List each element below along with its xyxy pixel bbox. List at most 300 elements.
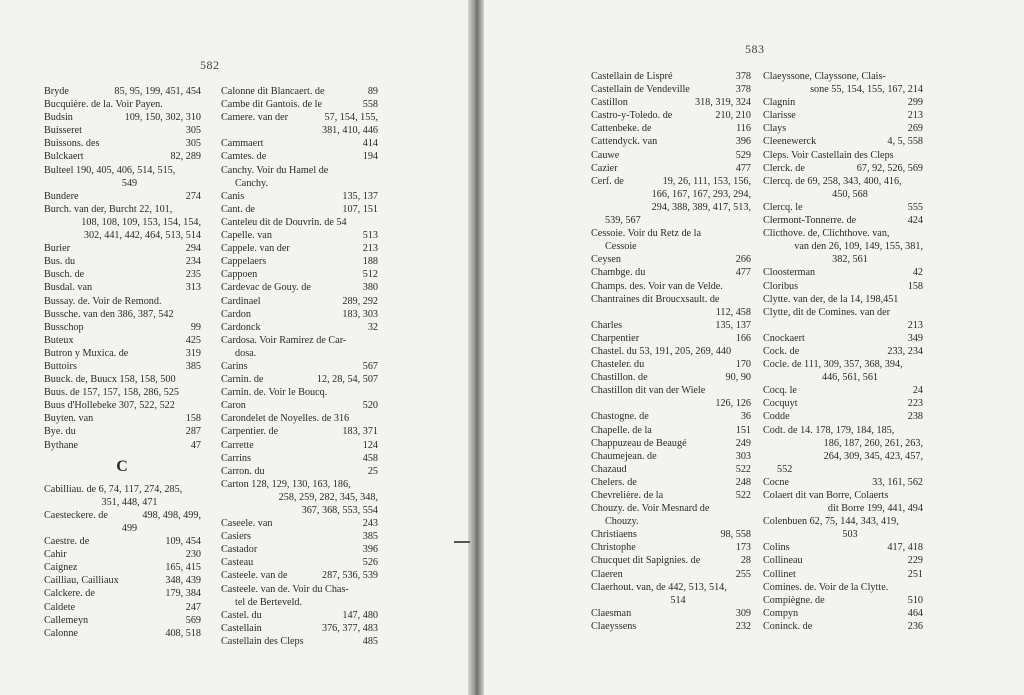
entry-continuation: 514 (670, 594, 686, 606)
entry-name: Carnin. de. Voir le Boucq. (221, 387, 328, 399)
entry-pages: 109, 454 (165, 536, 201, 548)
entry-pages: 526 (362, 557, 378, 569)
index-entry (221, 255, 378, 268)
entry-name: Castador (221, 544, 258, 556)
entry-name: Cappele. van der (221, 243, 290, 255)
page-number-right: 583 (745, 42, 765, 56)
entry-pages: 173 (735, 542, 751, 554)
entry-pages: 249 (735, 437, 751, 449)
entry-name: Buuck. de, Buucx 158, 158, 500 (44, 374, 176, 386)
entry-name: Buttoirs (44, 360, 77, 372)
entry-pages: 477 (735, 267, 751, 279)
index-column-1 (44, 85, 201, 640)
entry-name: Clercq. de 69, 258, 343, 400, 416, (763, 175, 902, 187)
index-entry (221, 137, 378, 150)
entry-pages: 567 (362, 360, 378, 372)
entry-name: Carondelet de Noyelles. de 316 (221, 413, 350, 425)
index-entry (591, 122, 751, 135)
entry-continuation: 126, 126 (715, 398, 751, 410)
entry-name: Cattenbeke. de (591, 123, 652, 135)
entry-pages: 99 (190, 321, 201, 333)
entry-name: Chevrelière. de la (591, 490, 664, 501)
entry-name: Collineau (763, 555, 803, 567)
entry-name: Carpentier. de (221, 426, 279, 438)
entry-name: Charles (591, 319, 623, 331)
entry-name: Calckere. de (44, 588, 95, 600)
index-entry (221, 216, 378, 229)
entry-name: Capelle. van (221, 230, 272, 242)
index-entry (763, 266, 923, 279)
entry-name: Casteele. van de (221, 570, 288, 582)
index-entry (44, 164, 201, 177)
index-entry (591, 280, 751, 293)
entry-pages: 82, 289 (170, 151, 201, 163)
entry-name: Caestre. de (44, 536, 90, 548)
index-entry (44, 614, 201, 627)
entry-name: Castellain des Cleps (221, 635, 304, 647)
entry-name: Clicthove. de, Clichthove. van, (763, 228, 890, 240)
entry-name: Busschop (44, 321, 84, 333)
entry-continuation: 264, 309, 345, 423, 457, (823, 450, 923, 462)
entry-pages: 349 (907, 332, 923, 344)
index-entry (763, 607, 923, 620)
entry-continuation: 552 (777, 463, 793, 475)
entry-name: Cammaert (221, 138, 264, 150)
index-entry (44, 535, 201, 548)
entry-continuation: 450, 568 (832, 188, 868, 200)
entry-name: Cappelaers (221, 256, 267, 268)
entry-pages: 385 (362, 531, 378, 543)
index-entry (221, 583, 378, 596)
entry-name: Cardon (221, 308, 251, 320)
entry-name: Codde (763, 411, 790, 423)
index-entry (763, 410, 923, 423)
index-entry (44, 321, 201, 334)
index-entry (221, 465, 378, 478)
entry-name: Canis (221, 190, 245, 202)
index-entry (44, 561, 201, 574)
index-entry (44, 399, 201, 412)
entry-pages: 529 (735, 149, 751, 161)
entry-pages: 179, 384 (165, 588, 201, 600)
entry-name: Buus. de 157, 157, 158, 286, 525 (44, 387, 179, 399)
entry-pages: 183, 371 (342, 426, 378, 438)
index-entry (221, 425, 378, 438)
entry-name: Cazier (591, 162, 618, 174)
index-entry (44, 587, 201, 600)
entry-name: Burch. van der, Burcht 22, 101, (44, 203, 173, 215)
entry-pages: 107, 151 (342, 203, 378, 215)
entry-name: Carins (221, 360, 248, 372)
index-entry (221, 85, 378, 98)
index-entry (44, 425, 201, 438)
index-entry (44, 190, 201, 203)
entry-name: Champs. des. Voir van de Velde. (591, 280, 723, 292)
entry-pages: 243 (362, 518, 378, 530)
index-entry (44, 334, 201, 347)
index-entry (44, 483, 201, 496)
index-entry (591, 489, 751, 502)
entry-pages: 151 (735, 424, 751, 436)
entry-name: Christiaens (591, 529, 637, 541)
entry-name: Bryde (44, 86, 69, 97)
index-entry (221, 609, 378, 622)
entry-pages: 512 (362, 269, 378, 281)
entry-pages: 376, 377, 483 (321, 622, 378, 634)
index-entry (44, 137, 201, 150)
entry-name: Canteleu dit de Douvrin. de 54 (221, 216, 347, 228)
entry-continuation: 294, 388, 389, 417, 513, (651, 201, 751, 213)
entry-name: Chappuzeau de Beaugé (591, 437, 687, 449)
index-entry (763, 581, 923, 594)
index-entry (44, 85, 201, 98)
entry-name: Clermont-Tonnerre. de (763, 215, 857, 227)
index-entry (44, 255, 201, 268)
book-gutter (468, 0, 484, 695)
entry-name: Clarisse (763, 110, 796, 122)
entry-pages: 380 (362, 282, 378, 294)
margin-mark (454, 541, 470, 543)
entry-name: Carnin. de (221, 374, 264, 386)
index-entry (591, 109, 751, 122)
entry-pages: 569 (185, 614, 201, 626)
entry-pages: 47 (190, 439, 201, 451)
entry-name: Carron. du (221, 465, 265, 477)
entry-name: Chastogne. de (591, 411, 649, 423)
index-entry (763, 554, 923, 567)
entry-name: Colins (763, 542, 790, 554)
entry-name: Calonne (44, 627, 78, 639)
entry-name: Cardosa. Voir Ramirez de Car- (221, 334, 347, 346)
entry-pages: 558 (362, 99, 378, 111)
index-entry (221, 478, 378, 491)
index-entry (221, 334, 378, 347)
index-entry (221, 164, 378, 177)
index-entry (763, 280, 923, 293)
index-entry (44, 627, 201, 640)
entry-name: Carton 128, 129, 130, 163, 186, (221, 478, 351, 490)
entry-pages: 124 (362, 439, 378, 451)
entry-continuation: 381, 410, 446 (321, 125, 378, 137)
entry-pages: 116 (736, 123, 751, 135)
entry-name: Butron y Muxica. de (44, 347, 129, 359)
entry-name: Bulteel 190, 405, 406, 514, 515, (44, 164, 176, 176)
index-entry (221, 321, 378, 334)
entry-name: Cappoen (221, 269, 258, 281)
index-entry (591, 332, 751, 345)
entry-name: Claeyssone, Clayssone, Clais- (763, 71, 886, 82)
index-entry (591, 319, 751, 332)
entry-pages: 230 (185, 549, 201, 561)
index-entry (591, 70, 751, 83)
entry-pages: 555 (907, 201, 923, 213)
entry-name: Colenbuen 62, 75, 144, 343, 419, (763, 516, 899, 528)
entry-pages: 135, 137 (715, 319, 751, 331)
index-entry (221, 295, 378, 308)
index-entry (591, 620, 751, 633)
entry-pages: 385 (185, 360, 201, 372)
index-entry (763, 489, 923, 502)
entry-name: Cocq. le (763, 385, 797, 397)
entry-name: Castellain de Lispré (591, 71, 673, 82)
index-entry (44, 601, 201, 614)
entry-name: Casteau (221, 557, 254, 569)
entry-name: Busch. de (44, 269, 85, 281)
index-entry (591, 607, 751, 620)
index-entry (44, 373, 201, 386)
entry-pages: 57, 154, 155, (324, 112, 378, 124)
index-entry (763, 620, 923, 633)
entry-pages: 255 (735, 568, 751, 580)
entry-pages: 42 (912, 267, 923, 279)
index-entry (221, 203, 378, 216)
entry-pages: 498, 498, 499, (142, 509, 201, 521)
index-entry (44, 124, 201, 137)
index-entry (591, 437, 751, 450)
index-entry (44, 295, 201, 308)
index-entry (591, 450, 751, 463)
left-page (0, 0, 468, 695)
index-entry (591, 581, 751, 594)
index-entry (44, 386, 201, 399)
entry-pages: 287, 536, 539 (321, 570, 378, 582)
index-entry (44, 509, 201, 522)
index-entry (763, 541, 923, 554)
index-entry (763, 162, 923, 175)
entry-name: Callemeyn (44, 614, 89, 626)
entry-name: Cauwe (591, 149, 620, 161)
entry-pages: 458 (362, 452, 378, 464)
entry-name: Cant. de (221, 203, 255, 215)
entry-pages: 485 (362, 635, 378, 647)
index-entry (591, 149, 751, 162)
entry-name: Casiers (221, 531, 251, 543)
entry-name: Cailliau, Cailliaux (44, 575, 119, 587)
index-entry (44, 347, 201, 360)
index-entry (591, 528, 751, 541)
entry-name: Buteux (44, 334, 74, 346)
entry-pages: 32 (367, 321, 378, 333)
entry-name: Cleenewerck (763, 136, 817, 148)
index-entry (591, 371, 751, 384)
entry-name: Christophe (591, 542, 636, 554)
index-entry (591, 96, 751, 109)
index-entry (591, 175, 751, 188)
entry-name: Cessoie. Voir du Retz de la (591, 228, 701, 240)
index-entry (221, 569, 378, 582)
entry-name: Chapelle. de la (591, 424, 652, 436)
index-entry (591, 410, 751, 423)
index-entry (44, 268, 201, 281)
entry-pages: 319 (185, 347, 201, 359)
entry-pages: 213 (362, 243, 378, 255)
entry-name: Caseele. van (221, 518, 273, 530)
entry-name: Chastillon dit van der Wiele (591, 385, 706, 397)
index-entry (221, 281, 378, 294)
entry-pages: 414 (362, 138, 378, 150)
index-entry (763, 397, 923, 410)
entry-name: Cnockaert (763, 332, 805, 344)
entry-continuation: 258, 259, 282, 345, 348, (278, 491, 378, 503)
entry-pages: 183, 303 (342, 308, 378, 320)
entry-continuation: 213 (907, 319, 923, 331)
index-entry (44, 308, 201, 321)
index-entry (221, 452, 378, 465)
entry-pages: 269 (907, 123, 923, 135)
index-entry (591, 463, 751, 476)
index-entry (221, 242, 378, 255)
entry-name: Claeyssens (591, 620, 637, 632)
entry-name: Claerhout. van, de 442, 513, 514, (591, 581, 727, 593)
entry-name: Clerck. de (763, 162, 805, 174)
entry-name: Castel. du (221, 609, 262, 621)
entry-name: Canchy. Voir du Hamel de (221, 164, 329, 176)
index-entry (591, 345, 751, 358)
entry-pages: 510 (907, 594, 923, 606)
entry-pages: 520 (362, 400, 378, 412)
entry-pages: 158 (185, 413, 201, 425)
entry-name: Chastel. du 53, 191, 205, 269, 440 (591, 345, 732, 357)
entry-pages: 166 (735, 332, 751, 344)
entry-pages: 109, 150, 302, 310 (124, 112, 201, 124)
index-entry (221, 399, 378, 412)
index-entry (591, 502, 751, 515)
index-entry (591, 135, 751, 148)
entry-continuation: dit Borre 199, 441, 494 (827, 503, 923, 515)
index-entry (221, 530, 378, 543)
index-entry (44, 150, 201, 163)
entry-pages: 287 (185, 426, 201, 438)
entry-name: Chasteler. du (591, 359, 645, 371)
entry-continuation: van den 26, 109, 149, 155, 381, (794, 241, 923, 253)
entry-pages: 318, 319, 324 (694, 97, 751, 109)
index-entry (221, 439, 378, 452)
index-entry (763, 306, 923, 319)
index-entry (221, 373, 378, 386)
entry-name: Buus d'Hollebeke 307, 522, 522 (44, 400, 175, 412)
entry-continuation: 382, 561 (832, 254, 868, 266)
entry-name: Budsin (44, 112, 73, 124)
index-entry (44, 203, 201, 216)
entry-name: Clays (763, 123, 787, 135)
entry-pages: 235 (185, 269, 201, 281)
entry-name: Calonne dit Blancaert. de (221, 86, 325, 97)
entry-continuation: sone 55, 154, 155, 167, 214 (810, 84, 923, 96)
entry-name: Cerf. de (591, 175, 624, 187)
entry-pages: 12, 28, 54, 507 (316, 374, 378, 386)
index-entry (591, 253, 751, 266)
entry-name: Compyn (763, 607, 799, 619)
entry-name: Camtes. de (221, 151, 267, 163)
index-entry (591, 476, 751, 489)
entry-name: Busdal. van (44, 282, 93, 294)
index-entry (763, 424, 923, 437)
index-entry (221, 150, 378, 163)
index-entry (591, 162, 751, 175)
entry-continuation: 499 (121, 523, 138, 534)
entry-pages: 396 (735, 136, 751, 148)
entry-pages: 424 (907, 215, 923, 227)
entry-continuation: 367, 368, 553, 554 (301, 505, 378, 516)
entry-pages: 417, 418 (887, 542, 923, 554)
entry-name: Charpentier (591, 332, 640, 344)
entry-pages: 28 (740, 555, 751, 567)
entry-name: Chambge. du (591, 267, 646, 279)
index-entry (221, 386, 378, 399)
index-entry (763, 227, 923, 240)
entry-name: Caron (221, 400, 246, 412)
entry-pages: 67, 92, 526, 569 (856, 162, 923, 174)
entry-name: Coninck. de (763, 620, 813, 632)
entry-pages: 396 (362, 544, 378, 556)
index-entry (221, 229, 378, 242)
entry-name: Castellain de Vendeville (591, 84, 690, 96)
index-entry (591, 266, 751, 279)
entry-name: Camere. van der (221, 112, 289, 124)
entry-name: Castellain (221, 622, 262, 634)
entry-name: Cleps. Voir Castellain des Cleps (763, 149, 894, 161)
entry-name: Cardonck (221, 321, 261, 333)
entry-name: Cocne (763, 476, 790, 488)
entry-name: Comines. de. Voir de la Clytte. (763, 581, 889, 593)
entry-name: Bussay. de. Voir de Remond. (44, 295, 162, 307)
entry-pages: 305 (185, 138, 201, 150)
entry-pages: 274 (185, 190, 201, 202)
entry-pages: 98, 558 (720, 529, 751, 541)
entry-pages: 165, 415 (165, 562, 201, 574)
entry-continuation: 446, 561, 561 (821, 372, 879, 384)
entry-pages: 477 (735, 162, 751, 174)
entry-name: Chaumejean. de (591, 450, 657, 462)
entry-name: Bulckaert (44, 151, 84, 163)
entry-name: Cock. de (763, 345, 800, 357)
entry-name: Caignez (44, 562, 78, 574)
entry-name: Bussche. van den 386, 387, 542 (44, 308, 174, 320)
index-entry (763, 358, 923, 371)
entry-name: Bucquière. de la. Voir Payen. (44, 99, 163, 111)
entry-name: Bythane (44, 439, 78, 451)
index-entry (763, 135, 923, 148)
index-entry (763, 201, 923, 214)
index-entry (221, 268, 378, 281)
index-entry (763, 476, 923, 489)
entry-pages: 229 (907, 555, 923, 567)
entry-pages: 233, 234 (887, 345, 923, 357)
entry-name: Carrins (221, 452, 251, 464)
entry-pages: 24 (912, 385, 923, 397)
entry-name: Bus. du (44, 256, 76, 268)
index-entry (763, 96, 923, 109)
entry-name: Caldete (44, 601, 76, 613)
entry-pages: 408, 518 (165, 627, 201, 639)
entry-pages: 238 (907, 411, 923, 423)
entry-name: Chantraines dit Broucxsault. de (591, 293, 720, 305)
index-entry (763, 293, 923, 306)
entry-name: Clagnin (763, 97, 796, 109)
entry-continuation: Canchy. (235, 177, 269, 189)
entry-name: Ceysen (591, 254, 621, 266)
entry-pages: 522 (735, 490, 751, 501)
index-entry (591, 83, 751, 96)
index-entry (44, 360, 201, 373)
index-entry (44, 242, 201, 255)
entry-name: Chucquet dit Sapignies. de (591, 555, 701, 567)
index-entry (591, 424, 751, 437)
entry-continuation: 166, 167, 167, 293, 294, (651, 188, 751, 200)
entry-name: Castro-y-Toledo. de (591, 110, 673, 122)
index-entry (763, 332, 923, 345)
index-entry (591, 227, 751, 240)
